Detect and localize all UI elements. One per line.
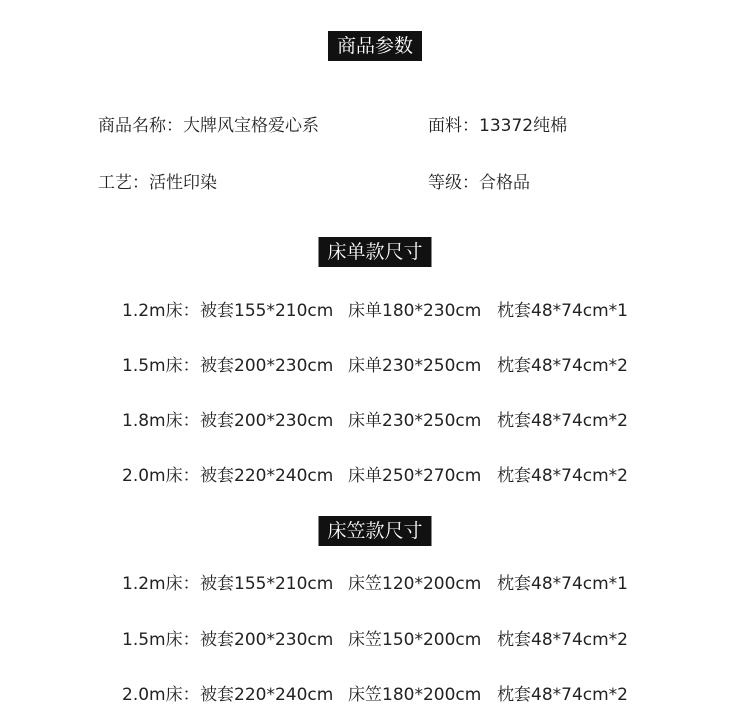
fabric-info: 面料：13372纯棉 [428,116,568,136]
quilt-cover-size: 被套200*230cm [200,411,334,431]
quilt-cover-size: 被套200*230cm [200,630,334,650]
bed-size: 1.2m床： [122,301,200,321]
bed-sheet-size: 床单250*270cm [348,466,482,486]
pillowcase-size: 枕套48*74cm*2 [497,356,628,376]
pillowcase-size: 枕套48*74cm*1 [497,301,628,321]
bed-sheet-size: 床单230*250cm [348,356,482,376]
bed-sheet-size: 床单180*230cm [348,301,482,321]
fitted-sheet-size: 床笠180*200cm [348,685,482,705]
bed-size: 1.5m床： [122,630,200,650]
quilt-cover-size: 被套220*240cm [200,466,334,486]
fitted-sheet-size: 床笠150*200cm [348,630,482,650]
pillowcase-size: 枕套48*74cm*2 [497,630,628,650]
sheet-sizes-title: 床单款尺寸 [318,237,431,267]
bed-size: 1.8m床： [122,411,200,431]
pillowcase-size: 枕套48*74cm*1 [497,574,628,594]
quilt-cover-size: 被套200*230cm [200,356,334,376]
quilt-cover-size: 被套155*210cm [200,301,334,321]
product-name: 商品名称：大牌风宝格爱心系 [98,116,319,136]
fitted-sheet-sizes-title: 床笠款尺寸 [318,516,431,546]
bed-size: 2.0m床： [122,466,200,486]
quilt-cover-size: 被套220*240cm [200,685,334,705]
craft-info: 工艺：活性印染 [98,173,217,193]
grade-info: 等级：合格品 [428,173,530,193]
pillowcase-size: 枕套48*74cm*2 [497,411,628,431]
quilt-cover-size: 被套155*210cm [200,574,334,594]
product-params-title: 商品参数 [328,31,422,61]
bed-sheet-size: 床单230*250cm [348,411,482,431]
fitted-sheet-size: 床笠120*200cm [348,574,482,594]
bed-size: 1.2m床： [122,574,200,594]
bed-size: 2.0m床： [122,685,200,705]
pillowcase-size: 枕套48*74cm*2 [497,466,628,486]
pillowcase-size: 枕套48*74cm*2 [497,685,628,705]
bed-size: 1.5m床： [122,356,200,376]
